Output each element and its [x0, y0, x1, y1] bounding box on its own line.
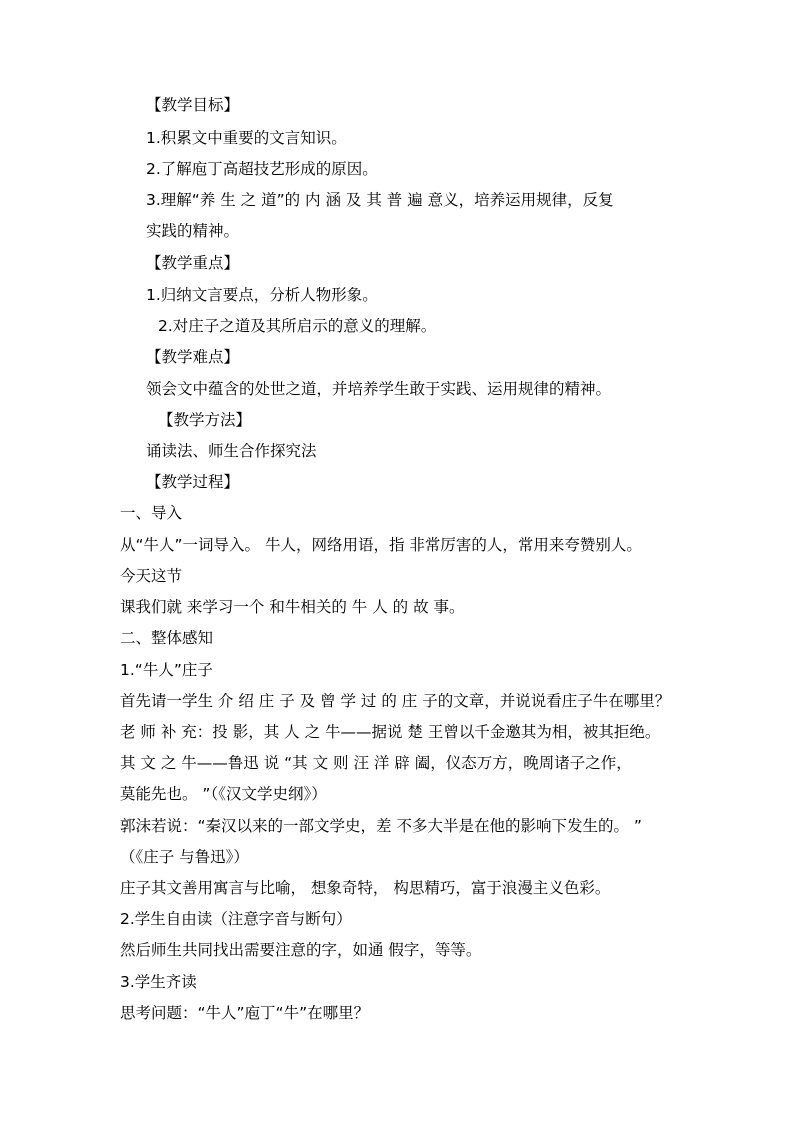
overview-text-2: 老 师 补 充：投 影，其 人 之 牛——据说 楚 王曾以千金邀其为相，被其拒绝。: [120, 723, 661, 741]
intro-text-2: 今天这节: [120, 567, 183, 585]
overview-item-1: 1.“牛人”庄子: [120, 661, 213, 679]
heading-teaching-method: 【教学方法】: [158, 411, 252, 429]
overview-item-3: 3.学生齐读: [120, 973, 197, 991]
overview-text-9: 思考问题：“牛人”庖丁“牛”在哪里？: [120, 1004, 370, 1022]
heading-teaching-goals: 【教学目标】: [146, 96, 240, 114]
intro-text-3: 课我们就 来学习一个 和牛相关的 牛 人 的 故 事。: [120, 598, 465, 616]
overview-text-6: （《庄子 与鲁迅》）: [120, 848, 249, 866]
overview-text-3: 其 文 之 牛——鲁迅 说 “其 文 则 汪 洋 辟 阖，仪态万方，晚周诸子之作，: [120, 754, 632, 772]
focus-item-2: 2.对庄子之道及其所启示的意义的理解。: [158, 317, 437, 335]
goal-item-2: 2.了解庖丁高超技艺形成的原因。: [146, 160, 378, 178]
goal-item-3: 3.理解“养 生 之 道”的 内 涵 及 其 普 遍 意义，培养运用规律，反复: [146, 191, 614, 209]
focus-item-1: 1.归纳文言要点，分析人物形象。: [146, 286, 378, 304]
overview-text-1: 首先请一学生 介 绍 庄 子 及 曾 学 过 的 庄 子的文章，并说说看庄子牛在哪里？: [120, 692, 671, 710]
difficulty-text: 领会文中蕴含的处世之道，并培养学生敢于实践、运用规律的精神。: [146, 380, 612, 398]
section-intro-heading: 一、导入: [120, 504, 183, 522]
heading-teaching-difficulty: 【教学难点】: [146, 348, 240, 366]
overview-text-4: 莫能先也。 ”（《汉文学史纲》）: [120, 785, 327, 803]
overview-item-2: 2.学生自由读（注意字音与断句）: [120, 910, 352, 928]
heading-teaching-focus: 【教学重点】: [146, 254, 240, 272]
heading-teaching-process: 【教学过程】: [146, 473, 240, 491]
overview-text-5: 郭沫若说：“秦汉以来的一部文学史，差 不多大半是在他的影响下发生的。 ”: [120, 817, 642, 835]
goal-item-1: 1.积累文中重要的文言知识。: [146, 129, 347, 147]
goal-item-3-cont: 实践的精神。: [146, 222, 240, 240]
overview-text-7: 庄子其文善用寓言与比喻， 想象奇特， 构思精巧，富于浪漫主义色彩。: [120, 879, 611, 897]
section-overview-heading: 二、整体感知: [120, 629, 214, 647]
method-text: 诵读法、师生合作探究法: [146, 442, 317, 460]
overview-text-8: 然后师生共同找出需要注意的字，如通 假字，等等。: [120, 941, 482, 959]
intro-text-1: 从“牛人”一词导入。 牛人，网络用语，指 非常厉害的人，常用来夸赞别人。: [120, 536, 642, 554]
